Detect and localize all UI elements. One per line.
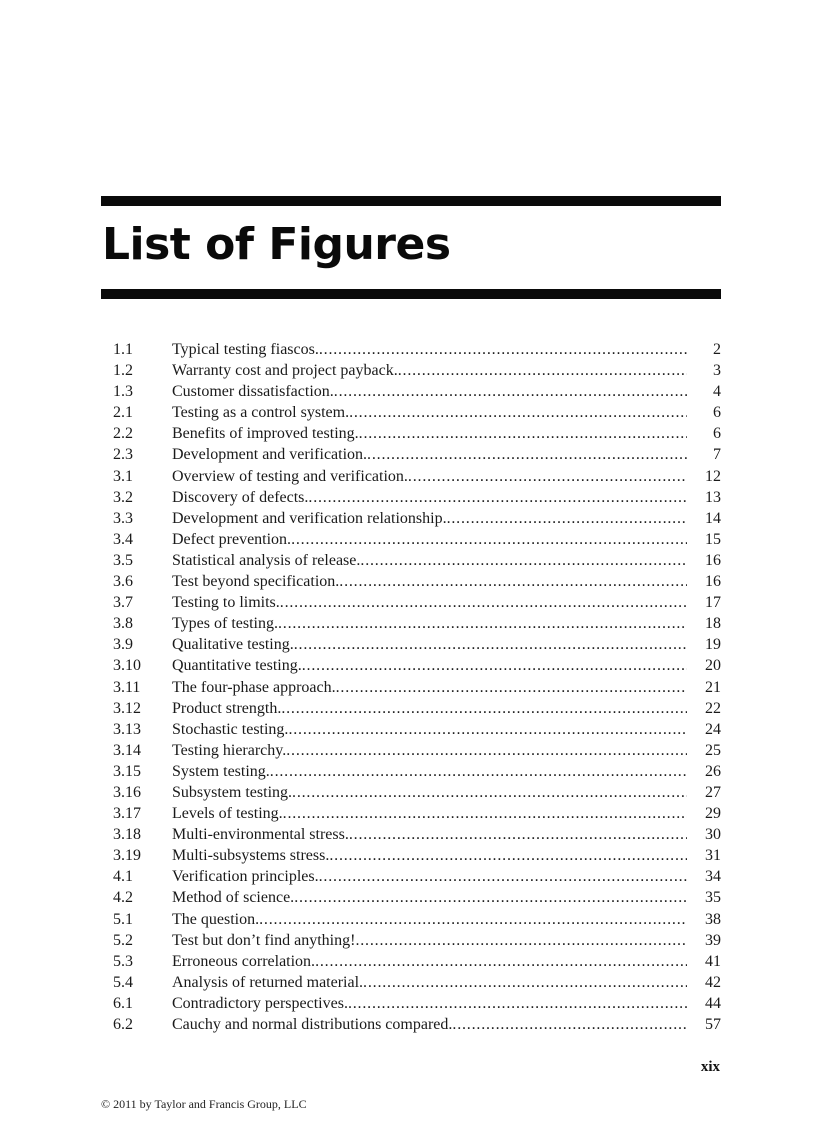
figure-caption: Typical testing fiascos. <box>172 341 319 358</box>
figure-caption-wrap <box>172 972 687 993</box>
figure-caption-wrap <box>172 571 687 592</box>
figure-caption: Development and verification. <box>172 446 368 464</box>
figure-caption-wrap <box>172 655 687 676</box>
figure-number: 3.1 <box>113 467 133 485</box>
figure-entry <box>113 613 721 634</box>
figure-caption-wrap <box>172 466 687 487</box>
figure-number: 3.2 <box>113 488 133 506</box>
figure-caption: Discovery of defects. <box>172 488 309 506</box>
figure-entry <box>113 634 721 655</box>
figure-entry <box>113 550 721 571</box>
figure-entry <box>113 677 721 698</box>
figure-number: 6.1 <box>113 994 133 1012</box>
dot-leader <box>281 698 687 719</box>
figure-number: 3.5 <box>113 551 133 569</box>
figure-entry <box>113 655 721 676</box>
dot-leader <box>408 466 687 487</box>
figure-page-number: 34 <box>705 868 721 886</box>
figure-caption: Analysis of returned material. <box>172 973 364 991</box>
dot-leader <box>294 634 687 655</box>
figure-caption: Verification principles. <box>172 868 319 886</box>
figure-entry <box>113 740 721 761</box>
dot-leader <box>447 508 687 529</box>
figure-number: 3.3 <box>113 509 133 527</box>
figure-caption-wrap <box>172 423 687 444</box>
figure-page-number: 6 <box>713 404 721 422</box>
figure-caption-wrap <box>172 550 687 571</box>
figure-caption: Types of testing. <box>172 615 278 633</box>
figure-caption: Testing as a control system. <box>172 404 350 422</box>
figure-number: 3.4 <box>113 530 133 548</box>
dot-leader <box>334 381 687 402</box>
figure-number: 1.1 <box>113 341 133 358</box>
page-folio: xix <box>700 1059 720 1075</box>
figure-caption: Defect prevention. <box>172 530 292 548</box>
figure-number: 3.9 <box>113 636 133 654</box>
figure-caption-wrap <box>172 803 687 824</box>
figure-caption: Warranty cost and project payback. <box>172 362 398 380</box>
figure-caption-wrap <box>172 402 687 423</box>
figure-entry <box>113 845 721 866</box>
figure-caption-wrap <box>172 529 687 550</box>
dot-leader <box>349 402 687 423</box>
figure-caption: Quantitative testing. <box>172 657 302 675</box>
figure-entry <box>113 466 721 487</box>
dot-leader <box>349 824 687 845</box>
figure-entry <box>113 339 721 360</box>
figure-page-number: 2 <box>713 341 721 358</box>
figure-caption-wrap <box>172 993 687 1014</box>
figure-caption-wrap <box>172 360 687 381</box>
figure-page-number: 27 <box>705 783 721 801</box>
figure-page-number: 15 <box>705 530 721 548</box>
figure-page-number: 30 <box>705 826 721 844</box>
figure-page-number: 41 <box>705 952 721 970</box>
figure-caption: Test beyond specification. <box>172 573 340 591</box>
figure-number: 3.12 <box>113 699 141 717</box>
figure-caption-wrap <box>172 381 687 402</box>
figure-page-number: 39 <box>705 931 721 949</box>
figure-entry <box>113 402 721 423</box>
figure-entry <box>113 571 721 592</box>
title-rule-bottom <box>101 289 721 299</box>
figure-entry <box>113 951 721 972</box>
figure-caption: Method of science. <box>172 889 295 907</box>
dot-leader <box>294 887 687 908</box>
figure-entry <box>113 1014 721 1035</box>
dot-leader <box>348 993 687 1014</box>
dot-leader <box>329 845 687 866</box>
figure-number: 1.2 <box>113 362 133 380</box>
figure-caption-wrap <box>172 508 687 529</box>
dot-leader <box>280 592 687 613</box>
figure-caption-wrap <box>172 909 687 930</box>
figure-caption: Testing hierarchy. <box>172 741 287 759</box>
figure-page-number: 17 <box>705 594 721 612</box>
figure-number: 3.8 <box>113 615 133 633</box>
figure-caption-wrap <box>172 930 687 951</box>
figure-page-number: 31 <box>705 847 721 865</box>
figure-page-number: 4 <box>713 383 721 401</box>
dot-leader <box>315 951 687 972</box>
dot-leader <box>336 677 687 698</box>
figure-number: 2.1 <box>113 404 133 422</box>
figure-caption-wrap <box>172 339 687 360</box>
figure-caption: Subsystem testing. <box>172 783 293 801</box>
figure-entry <box>113 487 721 508</box>
figure-number: 3.19 <box>113 847 141 865</box>
figure-list <box>113 339 721 1035</box>
figure-caption-wrap <box>172 866 687 887</box>
figure-number: 5.4 <box>113 973 133 991</box>
dot-leader <box>292 782 687 803</box>
figure-page-number: 18 <box>705 615 721 633</box>
figure-number: 2.3 <box>113 446 133 464</box>
figure-caption-wrap <box>172 592 687 613</box>
figure-entry <box>113 909 721 930</box>
figure-caption: Cauchy and normal distributions compared. <box>172 1016 453 1033</box>
figure-entry <box>113 930 721 951</box>
figure-caption: Multi-subsystems stress. <box>172 847 330 865</box>
figure-caption: Stochastic testing. <box>172 720 289 738</box>
figure-entry <box>113 782 721 803</box>
figure-caption-wrap <box>172 487 687 508</box>
figure-entry <box>113 698 721 719</box>
figure-entry <box>113 529 721 550</box>
figure-entry <box>113 824 721 845</box>
figure-caption-wrap <box>172 719 687 740</box>
dot-leader <box>259 909 687 930</box>
figure-page-number: 24 <box>705 720 721 738</box>
figure-caption-wrap <box>172 887 687 908</box>
figure-page-number: 16 <box>705 573 721 591</box>
figure-caption-wrap <box>172 444 687 465</box>
figure-number: 3.15 <box>113 762 141 780</box>
dot-leader <box>288 719 687 740</box>
figure-page-number: 14 <box>705 509 721 527</box>
figure-caption: Levels of testing. <box>172 805 283 823</box>
dot-leader <box>270 761 687 782</box>
figure-page-number: 44 <box>705 994 721 1012</box>
figure-entry <box>113 444 721 465</box>
dot-leader <box>286 740 687 761</box>
dot-leader <box>359 423 687 444</box>
figure-caption-wrap <box>172 951 687 972</box>
figure-number: 3.18 <box>113 826 141 844</box>
figure-number: 3.11 <box>113 678 141 696</box>
figure-page-number: 35 <box>705 889 721 907</box>
dot-leader <box>355 930 687 951</box>
figure-page-number: 3 <box>713 362 721 380</box>
figure-entry <box>113 887 721 908</box>
figure-caption: Customer dissatisfaction. <box>172 383 334 401</box>
figure-entry <box>113 508 721 529</box>
figure-number: 3.6 <box>113 573 133 591</box>
figure-caption-wrap <box>172 677 687 698</box>
figure-number: 5.1 <box>113 910 133 928</box>
figure-number: 4.2 <box>113 889 133 907</box>
figure-page-number: 29 <box>705 805 721 823</box>
figure-number: 6.2 <box>113 1016 133 1033</box>
figure-caption: Qualitative testing. <box>172 636 294 654</box>
figure-caption: The four-phase approach. <box>172 678 336 696</box>
figure-caption: Erroneous correlation. <box>172 952 316 970</box>
figure-page-number: 25 <box>705 741 721 759</box>
dot-leader <box>302 655 687 676</box>
figure-number: 5.3 <box>113 952 133 970</box>
figure-entry <box>113 866 721 887</box>
figure-caption: Benefits of improved testing. <box>172 425 359 443</box>
figure-page-number: 38 <box>705 910 721 928</box>
figure-page-number: 22 <box>705 699 721 717</box>
dot-leader <box>367 444 687 465</box>
figure-number: 4.1 <box>113 868 133 886</box>
figure-caption: The question. <box>172 910 260 928</box>
dot-leader <box>308 487 687 508</box>
dot-leader <box>398 360 687 381</box>
figure-entry <box>113 993 721 1014</box>
figure-number: 5.2 <box>113 931 133 949</box>
figure-page-number: 19 <box>705 636 721 654</box>
figure-number: 1.3 <box>113 383 133 401</box>
figure-caption: System testing. <box>172 762 270 780</box>
dot-leader <box>339 571 687 592</box>
figure-number: 3.14 <box>113 741 141 759</box>
figure-caption: Product strength. <box>172 699 282 717</box>
figure-page-number: 42 <box>705 973 721 991</box>
figure-caption: Test but don’t find anything! <box>172 931 356 949</box>
figure-caption-wrap <box>172 782 687 803</box>
dot-leader <box>283 803 687 824</box>
figure-caption: Development and verification relationship. <box>172 509 447 527</box>
figure-entry <box>113 803 721 824</box>
figure-entry <box>113 360 721 381</box>
figure-page-number: 57 <box>705 1016 721 1033</box>
figure-caption: Contradictory perspectives. <box>172 994 348 1012</box>
figure-page-number: 6 <box>713 425 721 443</box>
figure-entry <box>113 761 721 782</box>
figure-number: 3.13 <box>113 720 141 738</box>
figure-caption-wrap <box>172 698 687 719</box>
dot-leader <box>278 613 687 634</box>
dot-leader <box>452 1014 687 1035</box>
figure-page-number: 12 <box>705 467 721 485</box>
figure-page-number: 7 <box>713 446 721 464</box>
figure-page-number: 16 <box>705 551 721 569</box>
figure-caption-wrap <box>172 824 687 845</box>
figure-caption-wrap <box>172 761 687 782</box>
figure-caption-wrap <box>172 845 687 866</box>
copyright-notice: © 2011 by Taylor and Francis Group, LLC <box>101 1097 307 1111</box>
figure-page-number: 20 <box>705 657 721 675</box>
figure-page-number: 26 <box>705 762 721 780</box>
figure-caption: Multi-environmental stress. <box>172 826 349 844</box>
figure-number: 3.16 <box>113 783 141 801</box>
figure-number: 3.17 <box>113 805 141 823</box>
figure-entry <box>113 972 721 993</box>
dot-leader <box>360 550 687 571</box>
dot-leader <box>291 529 687 550</box>
figure-caption: Overview of testing and verification. <box>172 467 408 485</box>
figure-caption-wrap <box>172 740 687 761</box>
figure-entry <box>113 592 721 613</box>
dot-leader <box>319 339 687 360</box>
figure-caption: Testing to limits. <box>172 594 280 612</box>
figure-caption-wrap <box>172 634 687 655</box>
figure-page-number: 21 <box>705 678 721 696</box>
figure-caption-wrap <box>172 613 687 634</box>
figure-number: 3.10 <box>113 657 141 675</box>
figure-number: 3.7 <box>113 594 133 612</box>
figure-entry <box>113 423 721 444</box>
figure-caption: Statistical analysis of release. <box>172 551 361 569</box>
figure-entry <box>113 381 721 402</box>
dot-leader <box>319 866 687 887</box>
figure-page-number: 13 <box>705 488 721 506</box>
dot-leader <box>363 972 687 993</box>
figure-entry <box>113 719 721 740</box>
figure-number: 2.2 <box>113 425 133 443</box>
page-title: List of Figures <box>102 219 451 270</box>
title-rule-top <box>101 196 721 206</box>
figure-caption-wrap <box>172 1014 687 1035</box>
